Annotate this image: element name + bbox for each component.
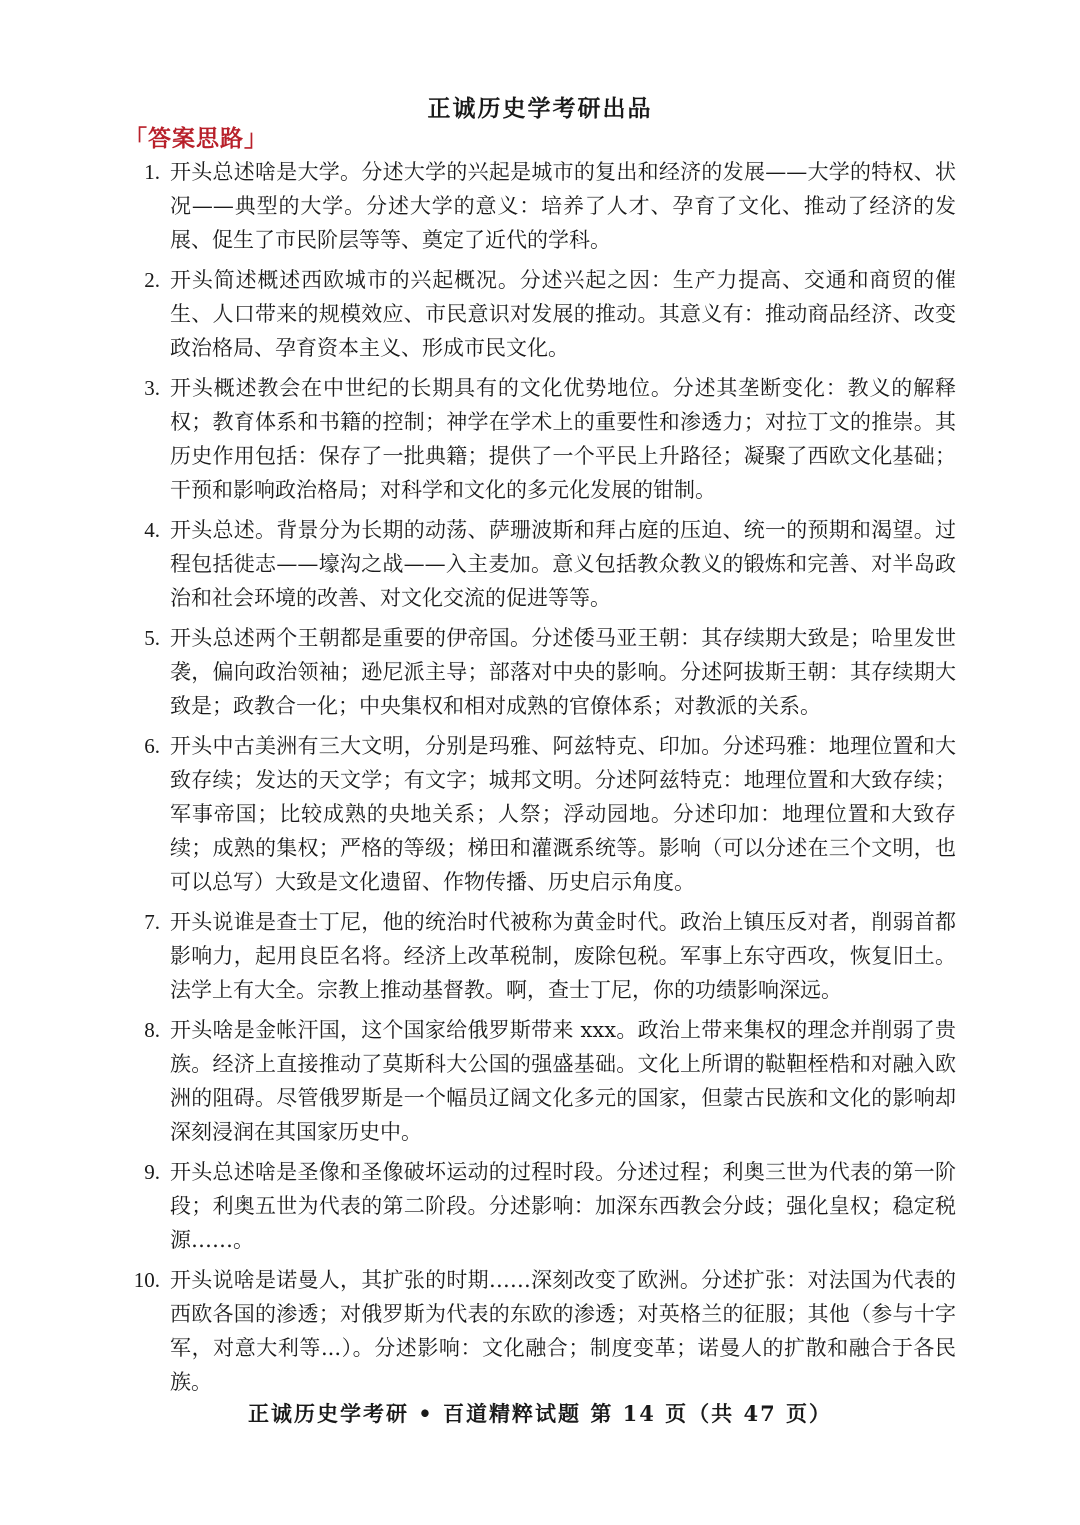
section-label: 「答案思路」 — [124, 126, 268, 152]
item-text: 开头中古美洲有三大文明，分别是玛雅、阿兹特克、印加。分述玛雅：地理位置和大致存续；发达的天文学；有文字；城邦文明。分述阿兹特克：地理位置和大致存续；军事帝国；比较成熟的央地关系；人祭；浮动园地。分述印加：地理位置和大致存续；成熟的集权；严格的等级；梯田和灌溉系统等。影响（可以分述在三个文明，也可以总写）大致是文化遗留、作物传播、历史启示角度。 — [170, 734, 956, 894]
page-header: 正诚历史学考研出品 — [427, 95, 653, 122]
item-text: 开头总述啥是大学。分述大学的兴起是城市的复出和经济的发展——大学的特权、状况——典型的大学。分述大学的意义：培养了人才、孕育了文化、推动了经济的发展、促生了市民阶层等等、奠定了近代的学科。 — [170, 160, 956, 252]
answer-list — [130, 155, 956, 1405]
item-text: 开头简述概述西欧城市的兴起概况。分述兴起之因：生产力提高、交通和商贸的催生、人口带来的规模效应、市民意识对发展的推动。其意义有：推动商品经济、改变政治格局、孕育资本主义、形成市民文化。 — [170, 268, 956, 360]
list-item — [130, 729, 956, 899]
item-text: 开头说啥是诺曼人，其扩张的时期……深刻改变了欧洲。分述扩张：对法国为代表的西欧各国的渗透；对俄罗斯为代表的东欧的渗透；对英格兰的征服；其他（参与十字军，对意大利等...）。分述影响：文化融合；制度变革；诺曼人的扩散和融合于各民族。 — [170, 1268, 956, 1394]
item-text: 开头啥是金帐汗国，这个国家给俄罗斯带来 xxx。政治上带来集权的理念并削弱了贵族。经济上直接推动了莫斯科大公国的强盛基础。文化上所谓的鞑靼桎梏和对融入欧洲的阻碍。尽管俄罗斯是一个幅员辽阔文化多元的国家，但蒙古民族和文化的影响却深刻浸润在其国家历史中。 — [170, 1018, 956, 1144]
item-number: 2. — [144, 268, 160, 292]
item-number: 9. — [144, 1160, 160, 1184]
list-item — [130, 371, 956, 507]
list-item — [130, 1155, 956, 1257]
item-text: 开头总述。背景分为长期的动荡、萨珊波斯和拜占庭的压迫、统一的预期和渴望。过程包括徙志——壕沟之战——入主麦加。意义包括教众教义的锻炼和完善、对半岛政治和社会环境的改善、对文化交流的促进等等。 — [170, 518, 956, 610]
item-number: 6. — [144, 734, 160, 758]
item-text: 开头概述教会在中世纪的长期具有的文化优势地位。分述其垄断变化：教义的解释权；教育体系和书籍的控制；神学在学术上的重要性和渗透力；对拉丁文的推崇。其历史作用包括：保存了一批典籍；提供了一个平民上升路径；凝聚了西欧文化基础；干预和影响政治格局；对科学和文化的多元化发展的钳制。 — [170, 376, 956, 502]
item-number: 10. — [133, 1268, 160, 1292]
list-item — [130, 513, 956, 615]
item-number: 1. — [144, 160, 160, 184]
item-number: 5. — [144, 626, 160, 650]
item-text: 开头说谁是查士丁尼，他的统治时代被称为黄金时代。政治上镇压反对者，削弱首都影响力，起用良臣名将。经济上改革税制，废除包税。军事上东守西攻，恢复旧土。法学上有大全。宗教上推动基督教。啊，查士丁尼，你的功绩影响深远。 — [170, 910, 956, 1002]
list-item — [130, 263, 956, 365]
list-item — [130, 1263, 956, 1399]
item-text: 开头总述啥是圣像和圣像破坏运动的过程时段。分述过程；利奥三世为代表的第一阶段；利奥五世为代表的第二阶段。分述影响：加深东西教会分歧；强化皇权；稳定税源……。 — [170, 1160, 956, 1252]
page-footer: 正诚历史学考研 • 百道精粹试题 第 14 页（共 47 页） — [247, 1401, 833, 1426]
list-item — [130, 905, 956, 1007]
item-number: 3. — [144, 376, 160, 400]
item-number: 7. — [144, 910, 160, 934]
list-item — [130, 155, 956, 257]
item-number: 8. — [144, 1018, 160, 1042]
list-item — [130, 1013, 956, 1149]
item-text: 开头总述两个王朝都是重要的伊帝国。分述倭马亚王朝：其存续期大致是；哈里发世袭，偏向政治领袖；逊尼派主导；部落对中央的影响。分述阿拔斯王朝：其存续期大致是；政教合一化；中央集权和相对成熟的官僚体系；对教派的关系。 — [170, 626, 956, 718]
list-item — [130, 621, 956, 723]
item-number: 4. — [144, 518, 160, 542]
